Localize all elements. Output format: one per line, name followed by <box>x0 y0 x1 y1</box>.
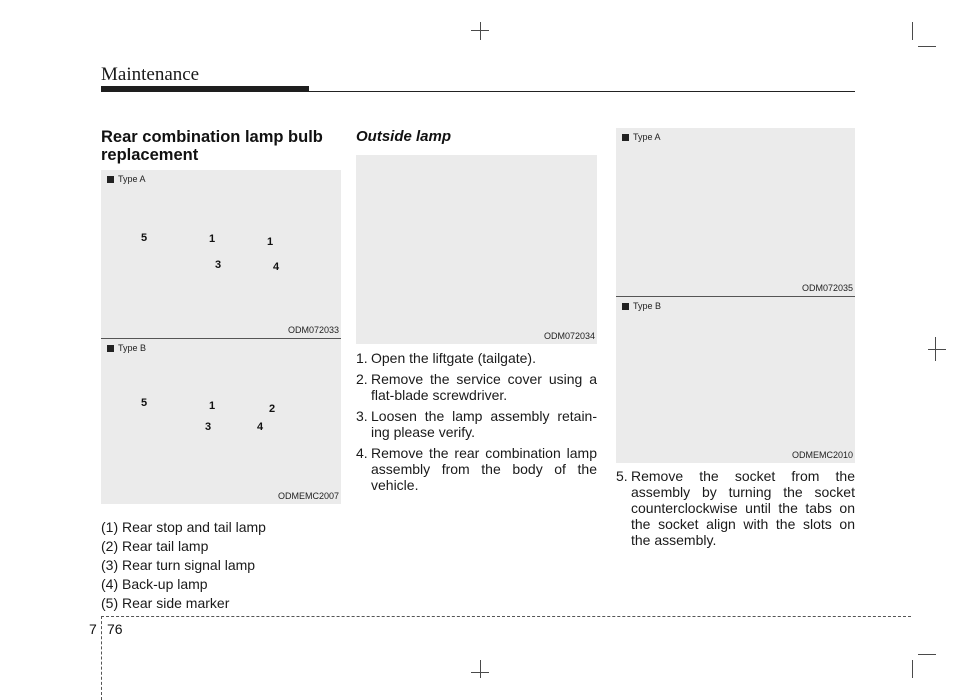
callout-3: 3 <box>215 259 222 271</box>
figure-type-b <box>101 339 341 504</box>
crop-mark <box>928 349 946 350</box>
crop-mark <box>918 654 936 655</box>
figure-label: Type B <box>107 343 146 353</box>
figure-socket-type-a <box>616 128 855 296</box>
callout-4: 4 <box>257 421 264 433</box>
legend-item: (5) Rear side marker <box>101 595 230 611</box>
figure-label: Type A <box>622 132 661 142</box>
figure-code: ODMEMC2007 <box>277 491 339 501</box>
square-bullet-icon <box>622 134 629 141</box>
callout-5: 5 <box>141 232 148 244</box>
figure-code: ODMEMC2010 <box>791 450 853 460</box>
figure-outside-lamp <box>356 155 597 344</box>
callout-5: 5 <box>141 397 148 409</box>
callout-3: 3 <box>205 421 212 433</box>
crop-mark <box>480 660 481 678</box>
figure-label: Type B <box>622 301 661 311</box>
figure-code: ODM072033 <box>287 325 339 335</box>
callout-1: 1 <box>267 236 274 248</box>
step-list <box>616 468 855 553</box>
figure-code: ODM072035 <box>801 283 853 293</box>
legend-item: (2) Rear tail lamp <box>101 538 209 554</box>
figure-type-a <box>101 170 341 338</box>
crop-mark <box>912 660 913 678</box>
square-bullet-icon <box>107 345 114 352</box>
legend-item: (3) Rear turn signal lamp <box>101 557 256 573</box>
step-item: 2. Remove the service cover using a flat-blade screwdriver. <box>356 371 597 403</box>
callout-4: 4 <box>273 261 280 273</box>
crop-mark <box>471 672 489 673</box>
section-number: 7 <box>89 621 97 637</box>
square-bullet-icon <box>107 176 114 183</box>
legend-list <box>101 518 341 613</box>
figure-code: ODM072034 <box>543 331 595 341</box>
page-header-title: Maintenance <box>101 64 200 85</box>
footer-vertical-rule <box>101 616 102 700</box>
footer-rule <box>101 616 911 617</box>
square-bullet-icon <box>622 303 629 310</box>
subsection-heading: Outside lamp <box>356 128 452 145</box>
figure-label: Type A <box>107 174 146 184</box>
callout-2: 2 <box>269 403 276 415</box>
crop-mark <box>918 46 936 47</box>
figure-socket-type-b <box>616 297 855 463</box>
section-heading: Rear combination lamp bulb replacement <box>101 128 323 164</box>
callout-1: 1 <box>209 233 216 245</box>
page-number: 76 <box>107 621 123 637</box>
step-list <box>356 350 597 498</box>
crop-mark <box>480 22 481 40</box>
legend-item: (4) Back-up lamp <box>101 576 208 592</box>
step-item: 1. Open the liftgate (tailgate). <box>356 350 536 366</box>
step-item: 5. Remove the socket from the assembly by turning the socket counterclockwise until the tabs on the socket align with the slots on the assembly. <box>616 468 855 548</box>
header-accent-bar <box>101 86 309 92</box>
step-item: 4. Remove the rear combination lamp assembly from the body of the vehicle. <box>356 445 597 493</box>
crop-mark <box>471 30 489 31</box>
callout-1: 1 <box>209 400 216 412</box>
legend-item: (1) Rear stop and tail lamp <box>101 519 266 535</box>
step-item: 3. Loosen the lamp assembly retain-ing please verify. <box>356 408 597 440</box>
crop-mark <box>912 22 913 40</box>
